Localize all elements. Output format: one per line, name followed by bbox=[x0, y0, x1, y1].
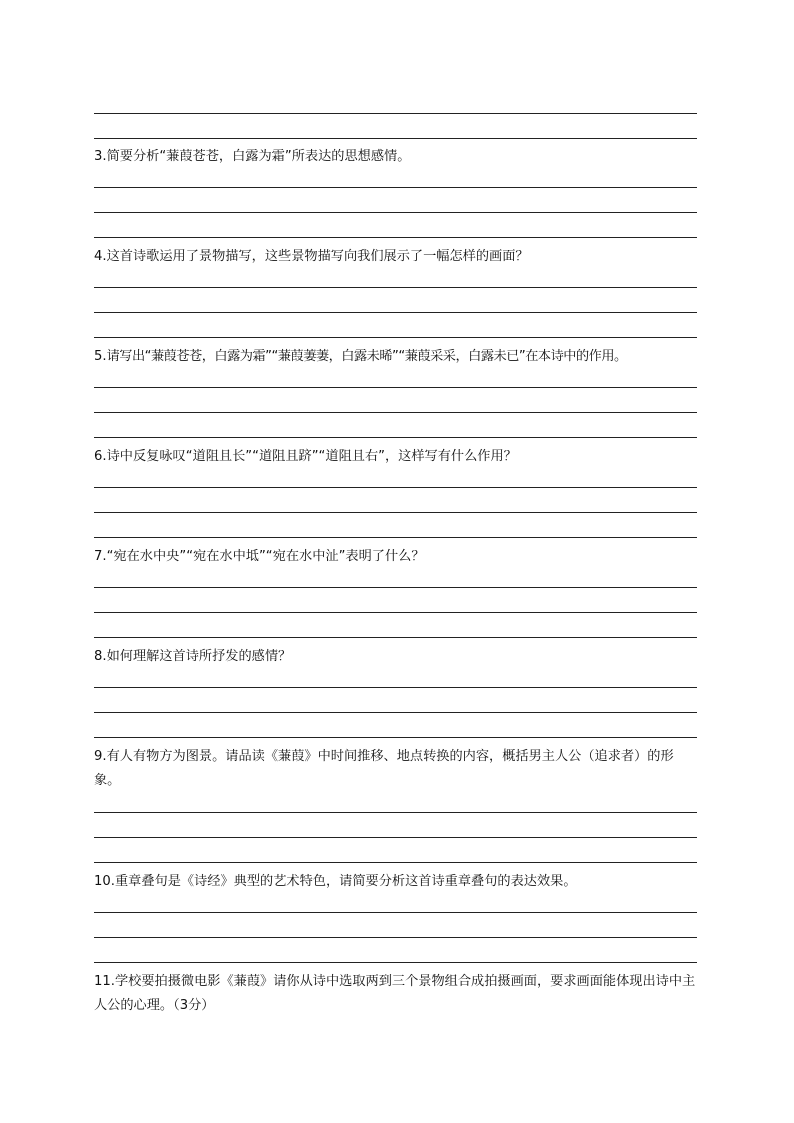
question-number: 8. bbox=[94, 649, 107, 664]
question-text: “宛在水中央”“宛在水中坻”“宛在水中沚”表明了什么？ bbox=[106, 549, 425, 564]
question-number: 4. bbox=[94, 249, 107, 264]
question-text: 简要分析“蒹葭苍苍，白露为霜”所表达的思想感情。 bbox=[106, 149, 411, 164]
answer-line bbox=[94, 862, 697, 863]
answer-line bbox=[94, 187, 697, 188]
question-number: 5. bbox=[94, 349, 107, 364]
answer-line bbox=[94, 337, 697, 338]
question-5 bbox=[94, 345, 700, 369]
question-4 bbox=[94, 245, 700, 269]
answer-line bbox=[94, 837, 697, 838]
answer-line bbox=[94, 712, 697, 713]
answer-line bbox=[94, 687, 697, 688]
question-number: 9. bbox=[94, 749, 107, 764]
question-11 bbox=[94, 970, 700, 1018]
answer-line bbox=[94, 912, 697, 913]
question-number: 10. bbox=[94, 874, 115, 889]
answer-line bbox=[94, 512, 697, 513]
question-7 bbox=[94, 545, 700, 569]
question-text: 请写出“蒹葭苍苍，白露为霜”“蒹葭萋萋，白露未晞”“蒹葭采采，白露未已”在本诗中的作用。 bbox=[106, 349, 627, 364]
question-text: 如何理解这首诗所抒发的感情？ bbox=[106, 649, 292, 664]
question-number: 6. bbox=[94, 449, 107, 464]
question-10 bbox=[94, 870, 700, 894]
answer-line bbox=[94, 412, 697, 413]
question-text: 学校要拍摄微电影《蒹葭》请你从诗中选取两到三个景物组合成拍摄画面，要求画面能体现出诗中主人公的心理。（3分） bbox=[94, 974, 696, 1013]
answer-line bbox=[94, 487, 697, 488]
answer-line bbox=[94, 612, 697, 613]
answer-line bbox=[94, 138, 697, 139]
answer-line bbox=[94, 312, 697, 313]
answer-line bbox=[94, 962, 697, 963]
answer-line bbox=[94, 737, 697, 738]
answer-line bbox=[94, 237, 697, 238]
answer-line bbox=[94, 637, 697, 638]
answer-line bbox=[94, 587, 697, 588]
question-8 bbox=[94, 645, 700, 669]
answer-line bbox=[94, 437, 697, 438]
question-number: 3. bbox=[94, 149, 107, 164]
question-6 bbox=[94, 445, 700, 469]
question-text: 有人有物方为图景。请品读《蒹葭》中时间推移、地点转换的内容，概括男主人公（追求者）的形象。 bbox=[94, 749, 674, 788]
question-text: 这首诗歌运用了景物描写，这些景物描写向我们展示了一幅怎样的画面？ bbox=[106, 249, 529, 264]
question-text: 重章叠句是《诗经》典型的艺术特色，请简要分析这首诗重章叠句的表达效果。 bbox=[114, 874, 577, 889]
question-number: 7. bbox=[94, 549, 107, 564]
answer-line bbox=[94, 812, 697, 813]
answer-line bbox=[94, 937, 697, 938]
answer-line bbox=[94, 287, 697, 288]
answer-line bbox=[94, 212, 697, 213]
answer-line bbox=[94, 113, 697, 114]
answer-line bbox=[94, 387, 697, 388]
question-number: 11. bbox=[94, 974, 115, 989]
question-text: 诗中反复咏叹“道阻且长”“道阻且跻”“道阻且右”，这样写有什么作用？ bbox=[106, 449, 517, 464]
question-3 bbox=[94, 145, 700, 169]
answer-line bbox=[94, 537, 697, 538]
question-9 bbox=[94, 745, 700, 793]
